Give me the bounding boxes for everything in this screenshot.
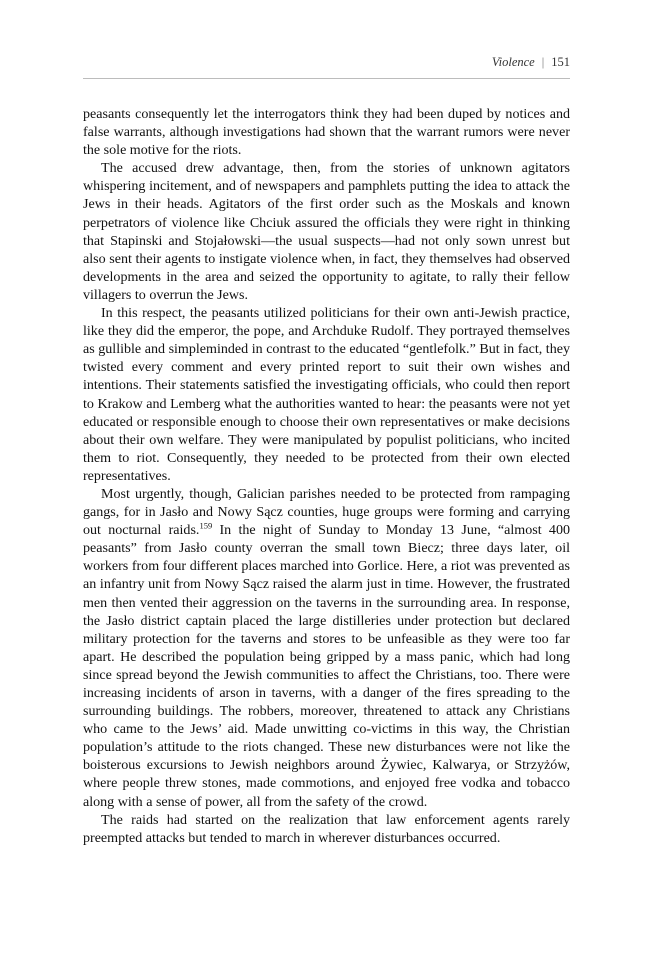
footnote-ref[interactable]: 159 bbox=[199, 520, 213, 531]
paragraph-2: The accused drew advantage, then, from the stories of unknown agitators whispering incitement, and of newspapers and pamphlets putting the idea to attack the Jews in their heads. Agitators of the first order such as the Moskals and known perpetrators of violence like Chciuk assured the officials they were right in thinking that Stapinski and Stojałowski—the usual suspects—had not only sown unrest but also sent their agents to instigate violence when, in fact, they themselves had observed developments in the area and seized the opportunity to agitate, to rally their fellow villagers to overrun the Jews. bbox=[83, 160, 570, 303]
paragraph-4 bbox=[83, 485, 570, 811]
page-number: 151 bbox=[551, 55, 570, 69]
paragraph-4-part-1: Most urgently, though, Galician parishes needed to be protected from rampaging gangs, for in Jasło and Nowy Sącz counties, huge groups were forming and carrying out nocturnal raids. bbox=[83, 485, 570, 539]
header-rule bbox=[83, 78, 570, 79]
paragraph-5: The raids had started on the realization that law enforcement agents rarely preempted attacks but tended to march in wherever disturbances occurred. bbox=[83, 811, 570, 846]
paragraph-3: In this respect, the peasants utilized politicians for their own anti-Jewish practice, like they did the emperor, the pope, and Archduke Rudolf. They portrayed themselves as gullible and simpleminded in contrast to the educated “gentlefolk.” But in fact, they twisted every comment and every printed report to suit their own wishes and intentions. Their statements satisfied the investigating officials, who could then report to Krakow and Lemberg what the authorities wanted to hear: the peasants were not yet educated or responsible enough to choose their own representatives or make decisions about their own welfare. They were manipulated by populist politicians, who incited them to riot. Consequently, they needed to be protected from their own elected representatives. bbox=[83, 305, 570, 484]
body-text bbox=[83, 105, 570, 847]
section-title: Violence bbox=[491, 55, 535, 69]
paragraph-4-part-2: In the night of Sunday to Monday 13 June, “almost 400 peasants” from Jasło county overran the small town Biecz; three days later, oil workers from four different places marched into Gorlice. Here, a riot was prevented as an infantry unit from Nowy Sącz raised the alarm just in time. However, the frustrated men then vented their aggression on the taverns in the surrounding area. In response, the Jasło district captain placed the large distilleries under protection but declared military protection for the taverns and stores to be unfeasible as they were too far apart. He described the population being gripped by a mass panic, which had long since spread beyond the Jewish communities to affect the Christians, too. There were increasing incidents of arson in taverns, with a danger of the fires spreading to the surrounding buildings. The robbers, moreover, threatened to attack any Christians who came to the Jews’ aid. Made unwitting co-victims in this way, the Christian population’s attitude to the riots changed. These new disturbances were not like the boisterous excursions to Jewish neighbors around Żywiec, Kalwarya, or Strzyżów, where people threw stones, made commotions, and enjoyed free vodka and tobacco along with a sense of power, all from the safety of the crowd. bbox=[83, 522, 570, 810]
running-head bbox=[83, 55, 570, 70]
paragraph-1: peasants consequently let the interrogators think they had been duped by notices and false warrants, although investigations had shown that the warrant rumors were never the sole motive for the riots. bbox=[83, 106, 570, 159]
header-separator: | bbox=[541, 55, 545, 69]
